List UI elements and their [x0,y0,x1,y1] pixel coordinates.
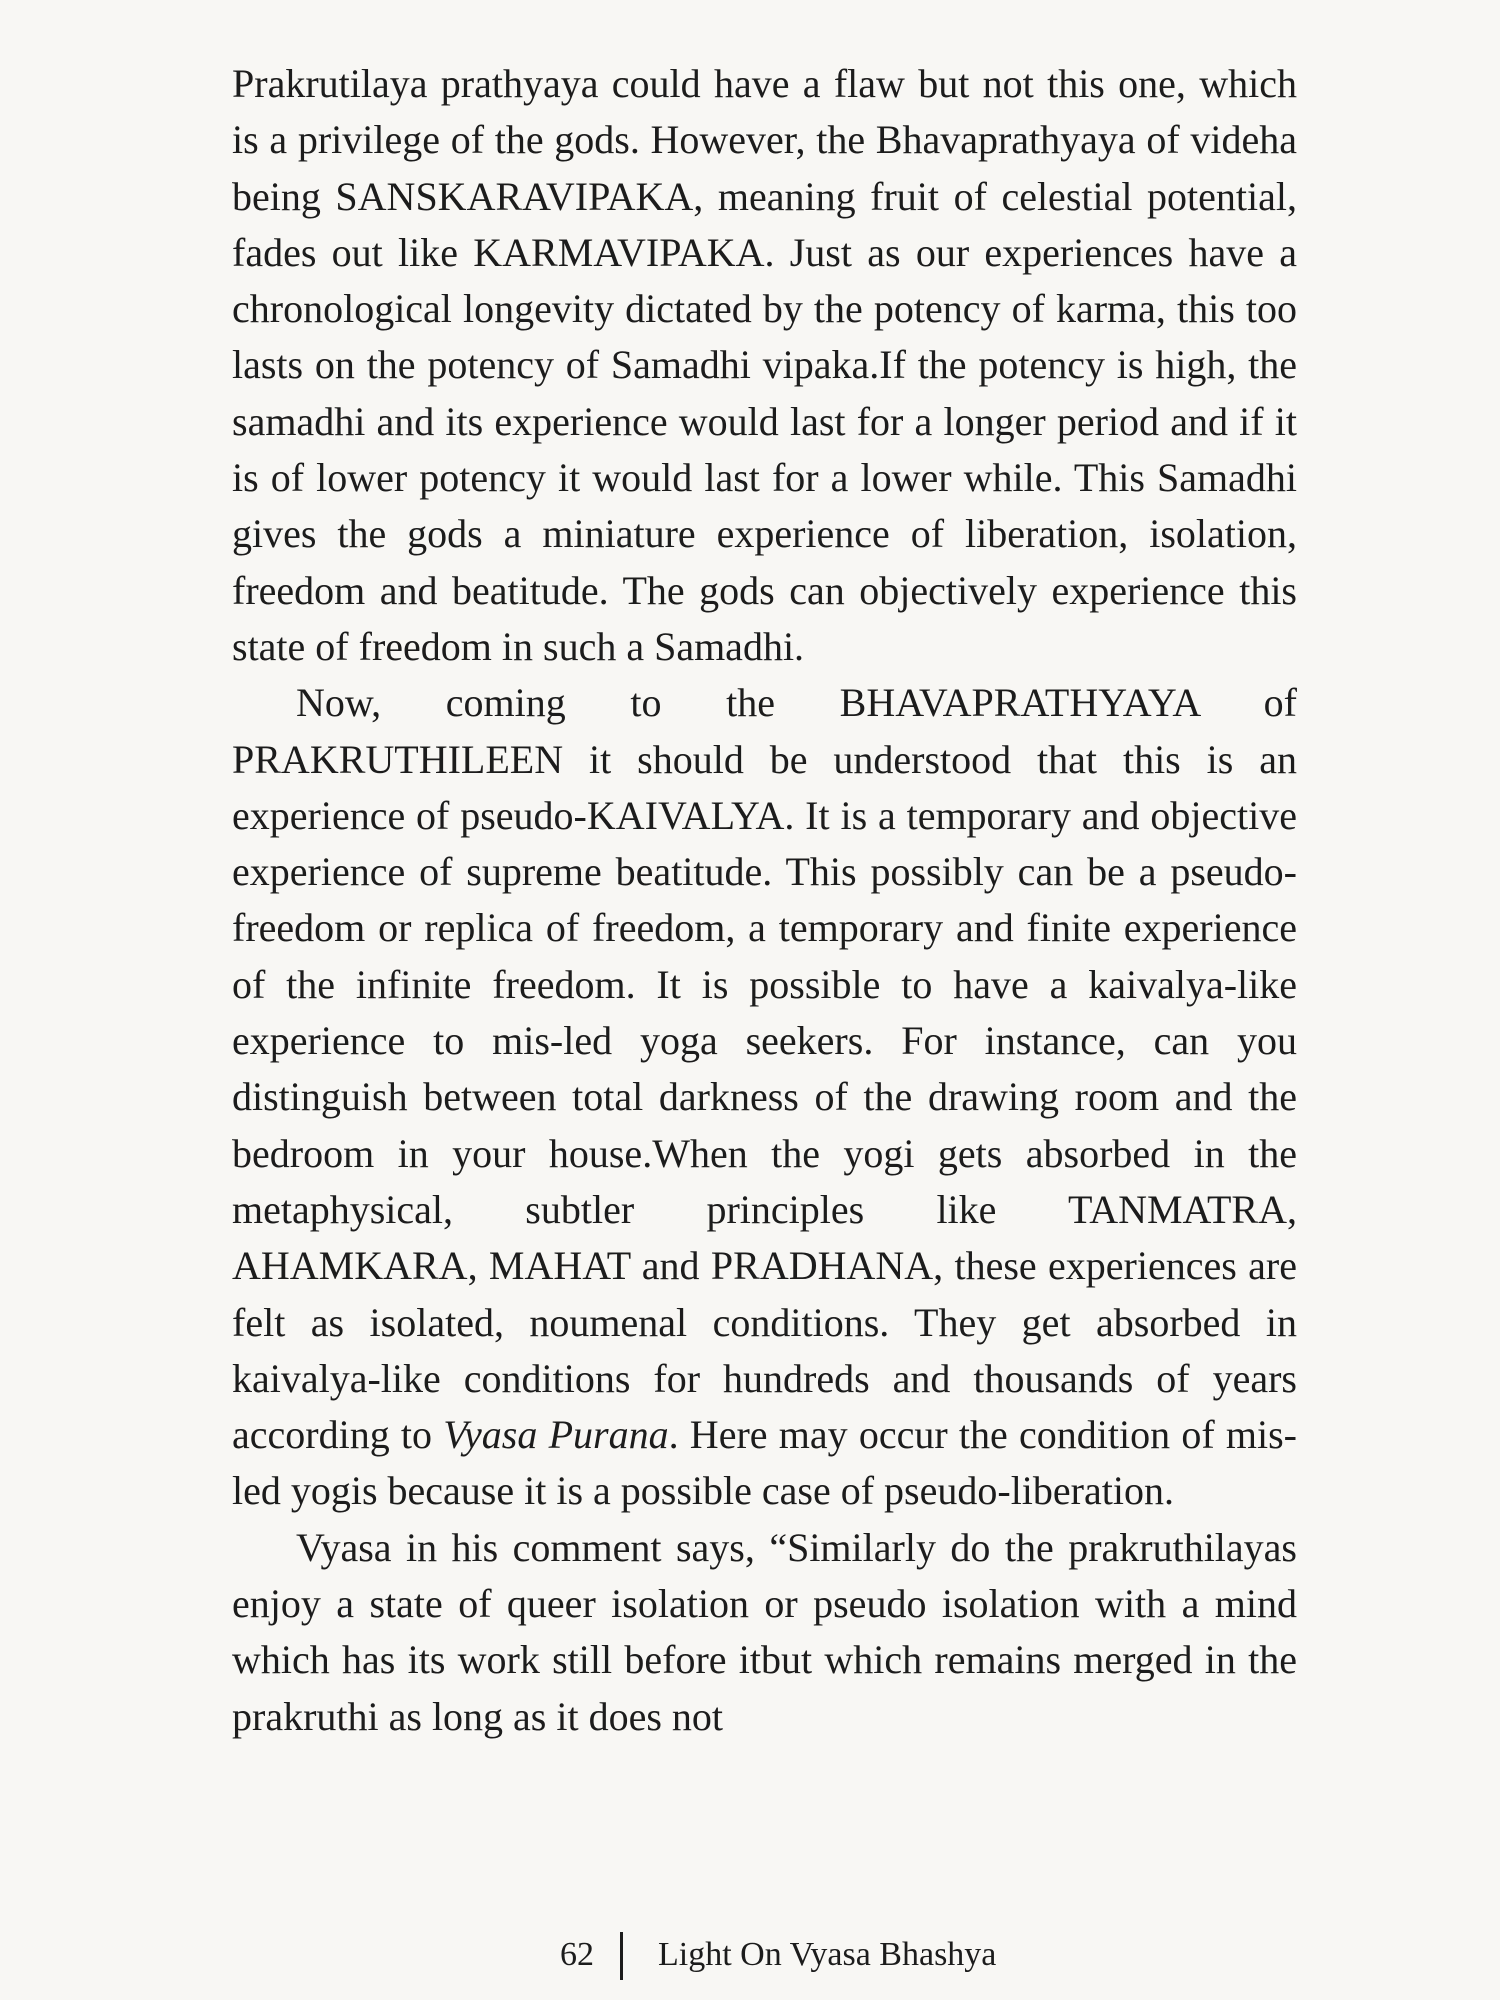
paragraph-text: Vyasa in his comment says, “Similarly do the prakruthilayas enjoy a state of queer isolation or pseudo isolation with a mind which has its work still before itbut which remains merged in the prakruthi as long as it does not [232,1524,1297,1739]
paragraph-text: . Here may occur the condition of mis-led yogis because it is a possible case of pseudo-liberation. [232,1412,1297,1514]
paragraph [232,56,1297,675]
book-title-italic: Vyasa Purana [443,1412,669,1458]
page-footer [0,1930,1500,1990]
body-text [232,56,1297,1745]
paragraph-text: Now, coming to the BHAVAPRATHYAYA of PRAKRUTHILEEN it should be understood that this is an experience of pseudo-KAIVALYA. It is a temporary and objective experience of supreme beatitude. This possibly can be a pseudo-freedom or replica of freedom, a temporary and finite experience of the infinite freedom. It is possible to have a kaivalya-like experience to mis-led yoga seekers. For instance, can you distinguish between total darkness of the drawing room and the bedroom in your house.When the yogi gets absorbed in the metaphysical, subtler principles like TANMATRA, AHAMKARA, MAHAT and PRADHANA, these experiences are felt as isolated, noumenal conditions. They get absorbed in kaivalya-like conditions for hundreds and thousands of years according to [232,680,1297,1458]
footer-divider [620,1932,623,1980]
running-title: Light On Vyasa Bhashya [658,1936,997,1973]
paragraph [232,675,1297,1519]
page-number: 62 [560,1936,594,1973]
paragraph-text: Prakrutilaya prathyaya could have a flaw but not this one, which is a privilege of the gods. However, the Bhavaprathyaya of videha being SANSKARAVIPAKA, meaning fruit of celestial potential, fades out like KARMAVIPAKA. Just as our experiences have a chronological longevity dictated by the potency of karma, this too lasts on the potency of Samadhi vipaka.If the potency is high, the samadhi and its experience would last for a longer period and if it is of lower potency it would last for a lower while. This Samadhi gives the gods a miniature experience of liberation, isolation, freedom and beatitude. The gods can objectively experience this state of freedom in such a Samadhi. [232,61,1297,669]
paragraph [232,1520,1297,1745]
